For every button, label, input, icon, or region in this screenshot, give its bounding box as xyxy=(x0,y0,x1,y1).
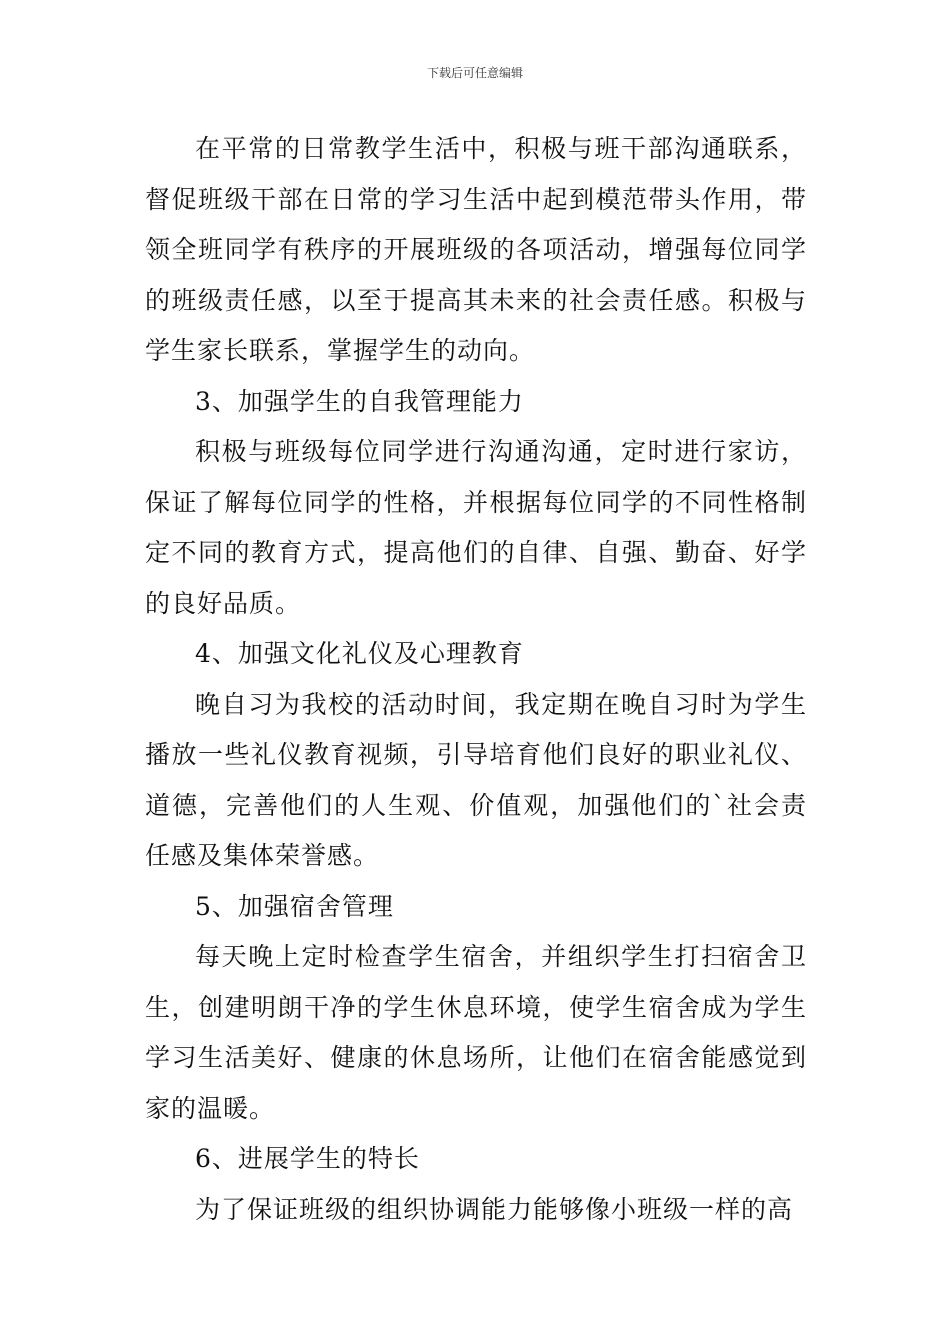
heading-dormitory-management: 5、加强宿舍管理 xyxy=(195,891,394,921)
paragraph-etiquette-education: 晚自习为我校的活动时间，我定期在晚自习时为学生播放一些礼仪教育视频，引导培育他们良好的职业礼仪、道德，完善他们的人生观、价值观，加强他们的`社会责任感及集体荣誉感。 xyxy=(145,689,807,870)
paragraph-student-talents: 为了保证班级的组织协调能力能够像小班级一样的高 xyxy=(195,1194,794,1224)
page-header: 下载后可任意编辑 xyxy=(426,66,523,80)
document-body xyxy=(145,124,807,1235)
heading-etiquette-education: 4、加强文化礼仪及心理教育 xyxy=(195,639,524,668)
paragraph-self-management: 积极与班级每位同学进行沟通沟通，定时进行家访，保证了解每位同学的性格，并根据每位同学的不同性格制定不同的教育方式，提高他们的自律、自强、勤奋、好学的良好品质。 xyxy=(145,437,807,618)
heading-student-talents: 6、进展学生的特长 xyxy=(195,1144,420,1173)
paragraph-class-cadre-communication: 在平常的日常教学生活中，积极与班干部沟通联系，督促班级干部在日常的学习生活中起到模范带头作用，带领全班同学有秩序的开展班级的各项活动，增强每位同学的班级责任感，以至于提高其未来的社会责任感。积极与学生家长联系，掌握学生的动向。 xyxy=(145,134,807,365)
heading-self-management: 3、加强学生的自我管理能力 xyxy=(195,386,524,416)
paragraph-dormitory-management: 每天晚上定时检查学生宿舍，并组织学生打扫宿舍卫生，创建明朗干净的学生休息环境，使学生宿舍成为学生学习生活美好、健康的休息场所，让他们在宿舍能感觉到家的温暖。 xyxy=(145,942,807,1123)
